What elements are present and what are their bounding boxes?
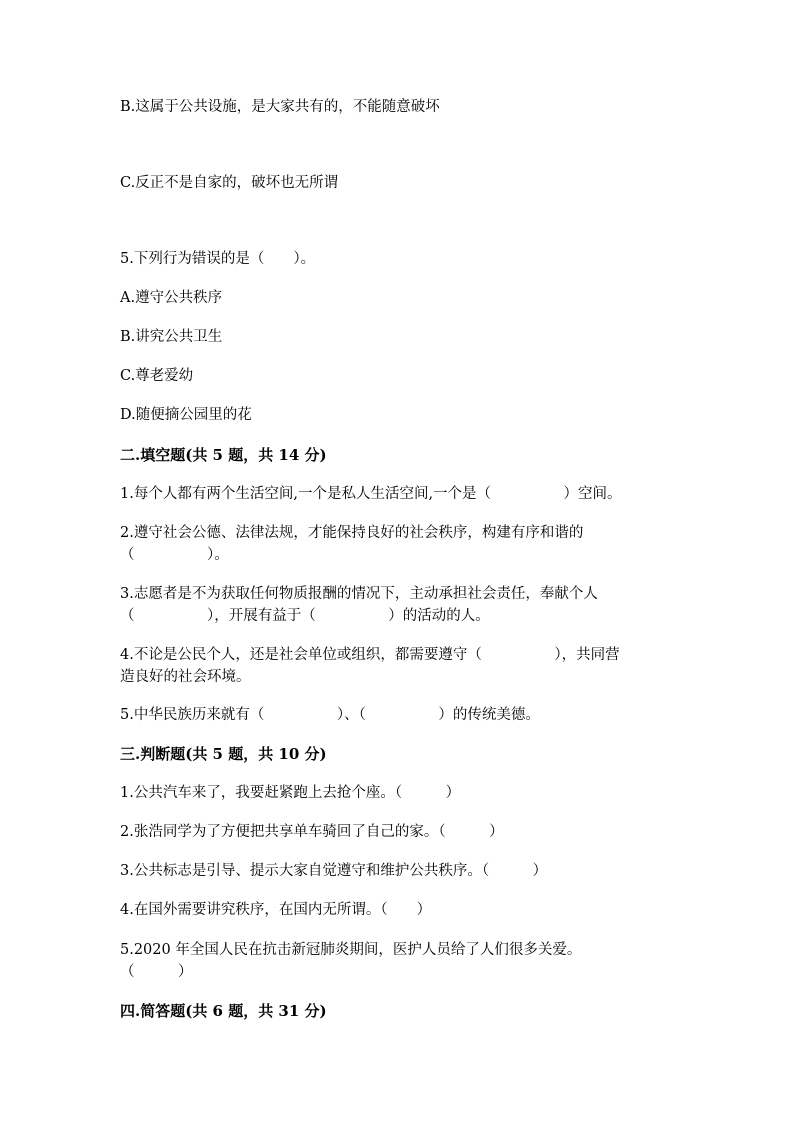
judge-q4: 4.在国外需要讲究秩序，在国内无所谓。（ ） xyxy=(120,902,432,918)
q5-option-c: C.尊老爱幼 xyxy=(120,368,194,384)
q5-option-b: B.讲究公共卫生 xyxy=(120,329,223,345)
fill-q1: 1.每个人都有两个生活空间,一个是私人生活空间,一个是（ ）空间。 xyxy=(120,486,622,502)
fill-q5: 5.中华民族历来就有（ ）、（ ）的传统美德。 xyxy=(120,707,540,723)
fill-q4-line2: 造良好的社会环境。 xyxy=(120,669,251,685)
judge-q2: 2.张浩同学为了方便把共享单车骑回了自己的家。（ ） xyxy=(120,824,504,840)
fill-q3-line1: 3.志愿者是不为获取任何物质报酬的情况下，主动承担社会责任，奉献个人 xyxy=(120,586,598,602)
fill-q2-line2: （ ）。 xyxy=(120,547,229,563)
section4-heading: 四.简答题(共 6 题，共 31 分) xyxy=(120,1002,327,1020)
q4-option-b: B.这属于公共设施，是大家共有的，不能随意破坏 xyxy=(120,99,440,115)
section2-heading: 二.填空题(共 5 题，共 14 分) xyxy=(120,446,327,464)
judge-q5-line1: 5.2020 年全国人民在抗击新冠肺炎期间，医护人员给了人们很多关爱。 xyxy=(120,942,582,958)
q5-stem: 5.下列行为错误的是（ ）。 xyxy=(120,251,316,267)
fill-q2-line1: 2.遵守社会公德、法律法规，才能保持良好的社会秩序，构建有序和谐的 xyxy=(120,525,584,541)
fill-q4-line1: 4.不论是公民个人，还是社会单位或组织，都需要遵守（ ），共同营 xyxy=(120,647,620,663)
judge-q1: 1.公共汽车来了，我要赶紧跑上去抢个座。（ ） xyxy=(120,785,461,801)
q4-option-c: C.反正不是自家的，破坏也无所谓 xyxy=(120,175,339,191)
fill-q3-line2: （ ），开展有益于（ ）的活动的人。 xyxy=(120,608,490,624)
judge-q3: 3.公共标志是引导、提示大家自觉遵守和维护公共秩序。（ ） xyxy=(120,863,548,879)
q5-option-d: D.随便摘公园里的花 xyxy=(120,407,252,423)
q5-option-a: A.遵守公共秩序 xyxy=(120,290,223,306)
judge-q5-line2: （ ） xyxy=(120,964,193,980)
section3-heading: 三.判断题(共 5 题，共 10 分) xyxy=(120,745,327,763)
